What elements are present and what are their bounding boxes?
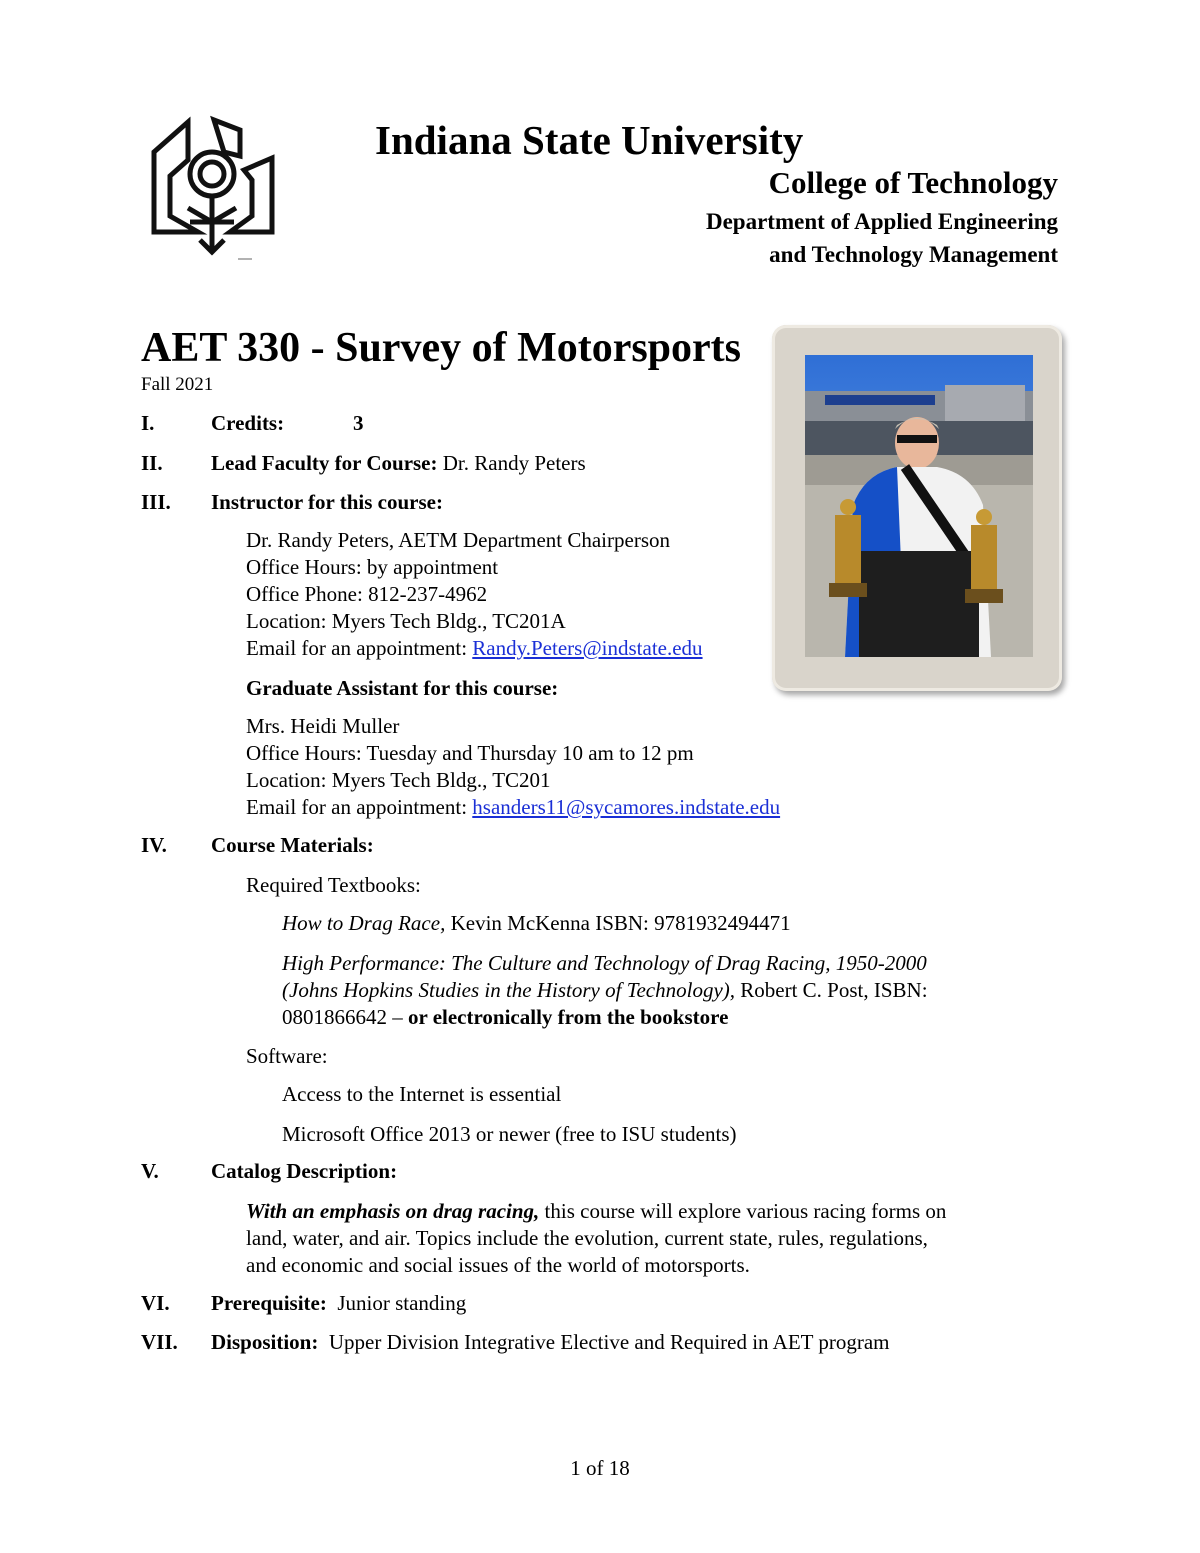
section-label: Disposition: xyxy=(211,1330,319,1354)
section-label: Prerequisite: xyxy=(211,1291,327,1315)
assistant-hours: Office Hours: Tuesday and Thursday 10 am to 12 pm xyxy=(246,741,694,765)
catalog-line-2: land, water, and air. Topics include the evolution, current state, rules, regulations, xyxy=(246,1226,928,1250)
page-number: 1 of 18 xyxy=(570,1456,630,1480)
course-title: AET 330 - Survey of Motorsports xyxy=(141,325,742,371)
catalog-line-1: this course will explore various racing forms on xyxy=(539,1199,947,1223)
course-term: Fall 2021 xyxy=(141,374,214,395)
instructor-location: Location: Myers Tech Bldg., TC201A xyxy=(246,609,566,633)
section-label: Credits: xyxy=(211,411,285,435)
textbook-1-title: How to Drag Race, xyxy=(282,911,446,935)
instructor-email-line xyxy=(246,635,703,662)
credits-value: 3 xyxy=(353,411,364,435)
photo-frame xyxy=(772,325,1062,691)
instructor-phone: Office Phone: 812-237-4962 xyxy=(246,582,488,606)
textbook-2 xyxy=(282,950,928,1031)
section-label: Catalog Description: xyxy=(211,1159,398,1183)
section-label: Instructor for this course: xyxy=(211,490,443,514)
textbook-1 xyxy=(282,910,791,937)
section-number: II. xyxy=(141,451,163,475)
assistant-name: Mrs. Heidi Muller xyxy=(246,714,400,738)
instructor-photo-icon xyxy=(805,355,1033,657)
college-name: College of Technology xyxy=(768,165,1058,200)
university-name: Indiana State University xyxy=(375,117,804,163)
assistant-heading: Graduate Assistant for this course: xyxy=(246,676,559,700)
textbook-2-title-line1: High Performance: The Culture and Technology of Drag Racing, 1950-2000 xyxy=(282,951,927,975)
instructor-details xyxy=(246,527,703,662)
textbook-1-details: Kevin McKenna ISBN: 9781932494471 xyxy=(445,911,791,935)
instructor-email-link[interactable]: Randy.Peters@indstate.edu xyxy=(472,636,703,660)
textbooks-label: Required Textbooks: xyxy=(246,873,421,897)
section-number: V. xyxy=(141,1159,159,1183)
catalog-description xyxy=(246,1198,946,1279)
assistant-email-link[interactable]: hsanders11@sycamores.indstate.edu xyxy=(472,795,781,819)
section-number: VI. xyxy=(141,1291,170,1315)
textbook-2-author: Robert C. Post, ISBN: xyxy=(735,978,928,1002)
college-logo-icon xyxy=(148,112,280,262)
disposition-value: Upper Division Integrative Elective and Required in AET program xyxy=(328,1330,890,1354)
department-line-2: and Technology Management xyxy=(769,242,1058,267)
textbook-2-title-line2: (Johns Hopkins Studies in the History of Technology), xyxy=(282,978,736,1002)
textbook-2-note: or electronically from the bookstore xyxy=(402,1005,729,1029)
section-label: Lead Faculty for Course: xyxy=(211,451,438,475)
software-label: Software: xyxy=(246,1044,328,1068)
textbook-2-isbn: 0801866642 – xyxy=(282,1005,403,1029)
email-prefix: Email for an appointment: xyxy=(246,636,473,660)
section-number: III. xyxy=(141,490,171,514)
instructor-name: Dr. Randy Peters, AETM Department Chairperson xyxy=(246,528,670,552)
catalog-line-3: and economic and social issues of the world of motorsports. xyxy=(246,1253,750,1277)
department-line-1: Department of Applied Engineering xyxy=(705,209,1058,234)
section-label: Course Materials: xyxy=(211,833,374,857)
assistant-location: Location: Myers Tech Bldg., TC201 xyxy=(246,768,551,792)
lead-faculty-value: Dr. Randy Peters xyxy=(442,451,586,475)
catalog-emphasis: With an emphasis on drag racing, xyxy=(246,1199,540,1223)
section-number: IV. xyxy=(141,833,167,857)
section-number: I. xyxy=(141,411,155,435)
software-item-1: Access to the Internet is essential xyxy=(282,1082,562,1106)
email-prefix: Email for an appointment: xyxy=(246,795,473,819)
department-name xyxy=(706,205,1058,271)
assistant-details xyxy=(246,713,780,821)
software-item-2: Microsoft Office 2013 or newer (free to ISU students) xyxy=(282,1122,737,1146)
prerequisite-value: Junior standing xyxy=(337,1291,467,1315)
instructor-hours: Office Hours: by appointment xyxy=(246,555,499,579)
assistant-email-line xyxy=(246,794,780,821)
section-number: VII. xyxy=(141,1330,178,1354)
